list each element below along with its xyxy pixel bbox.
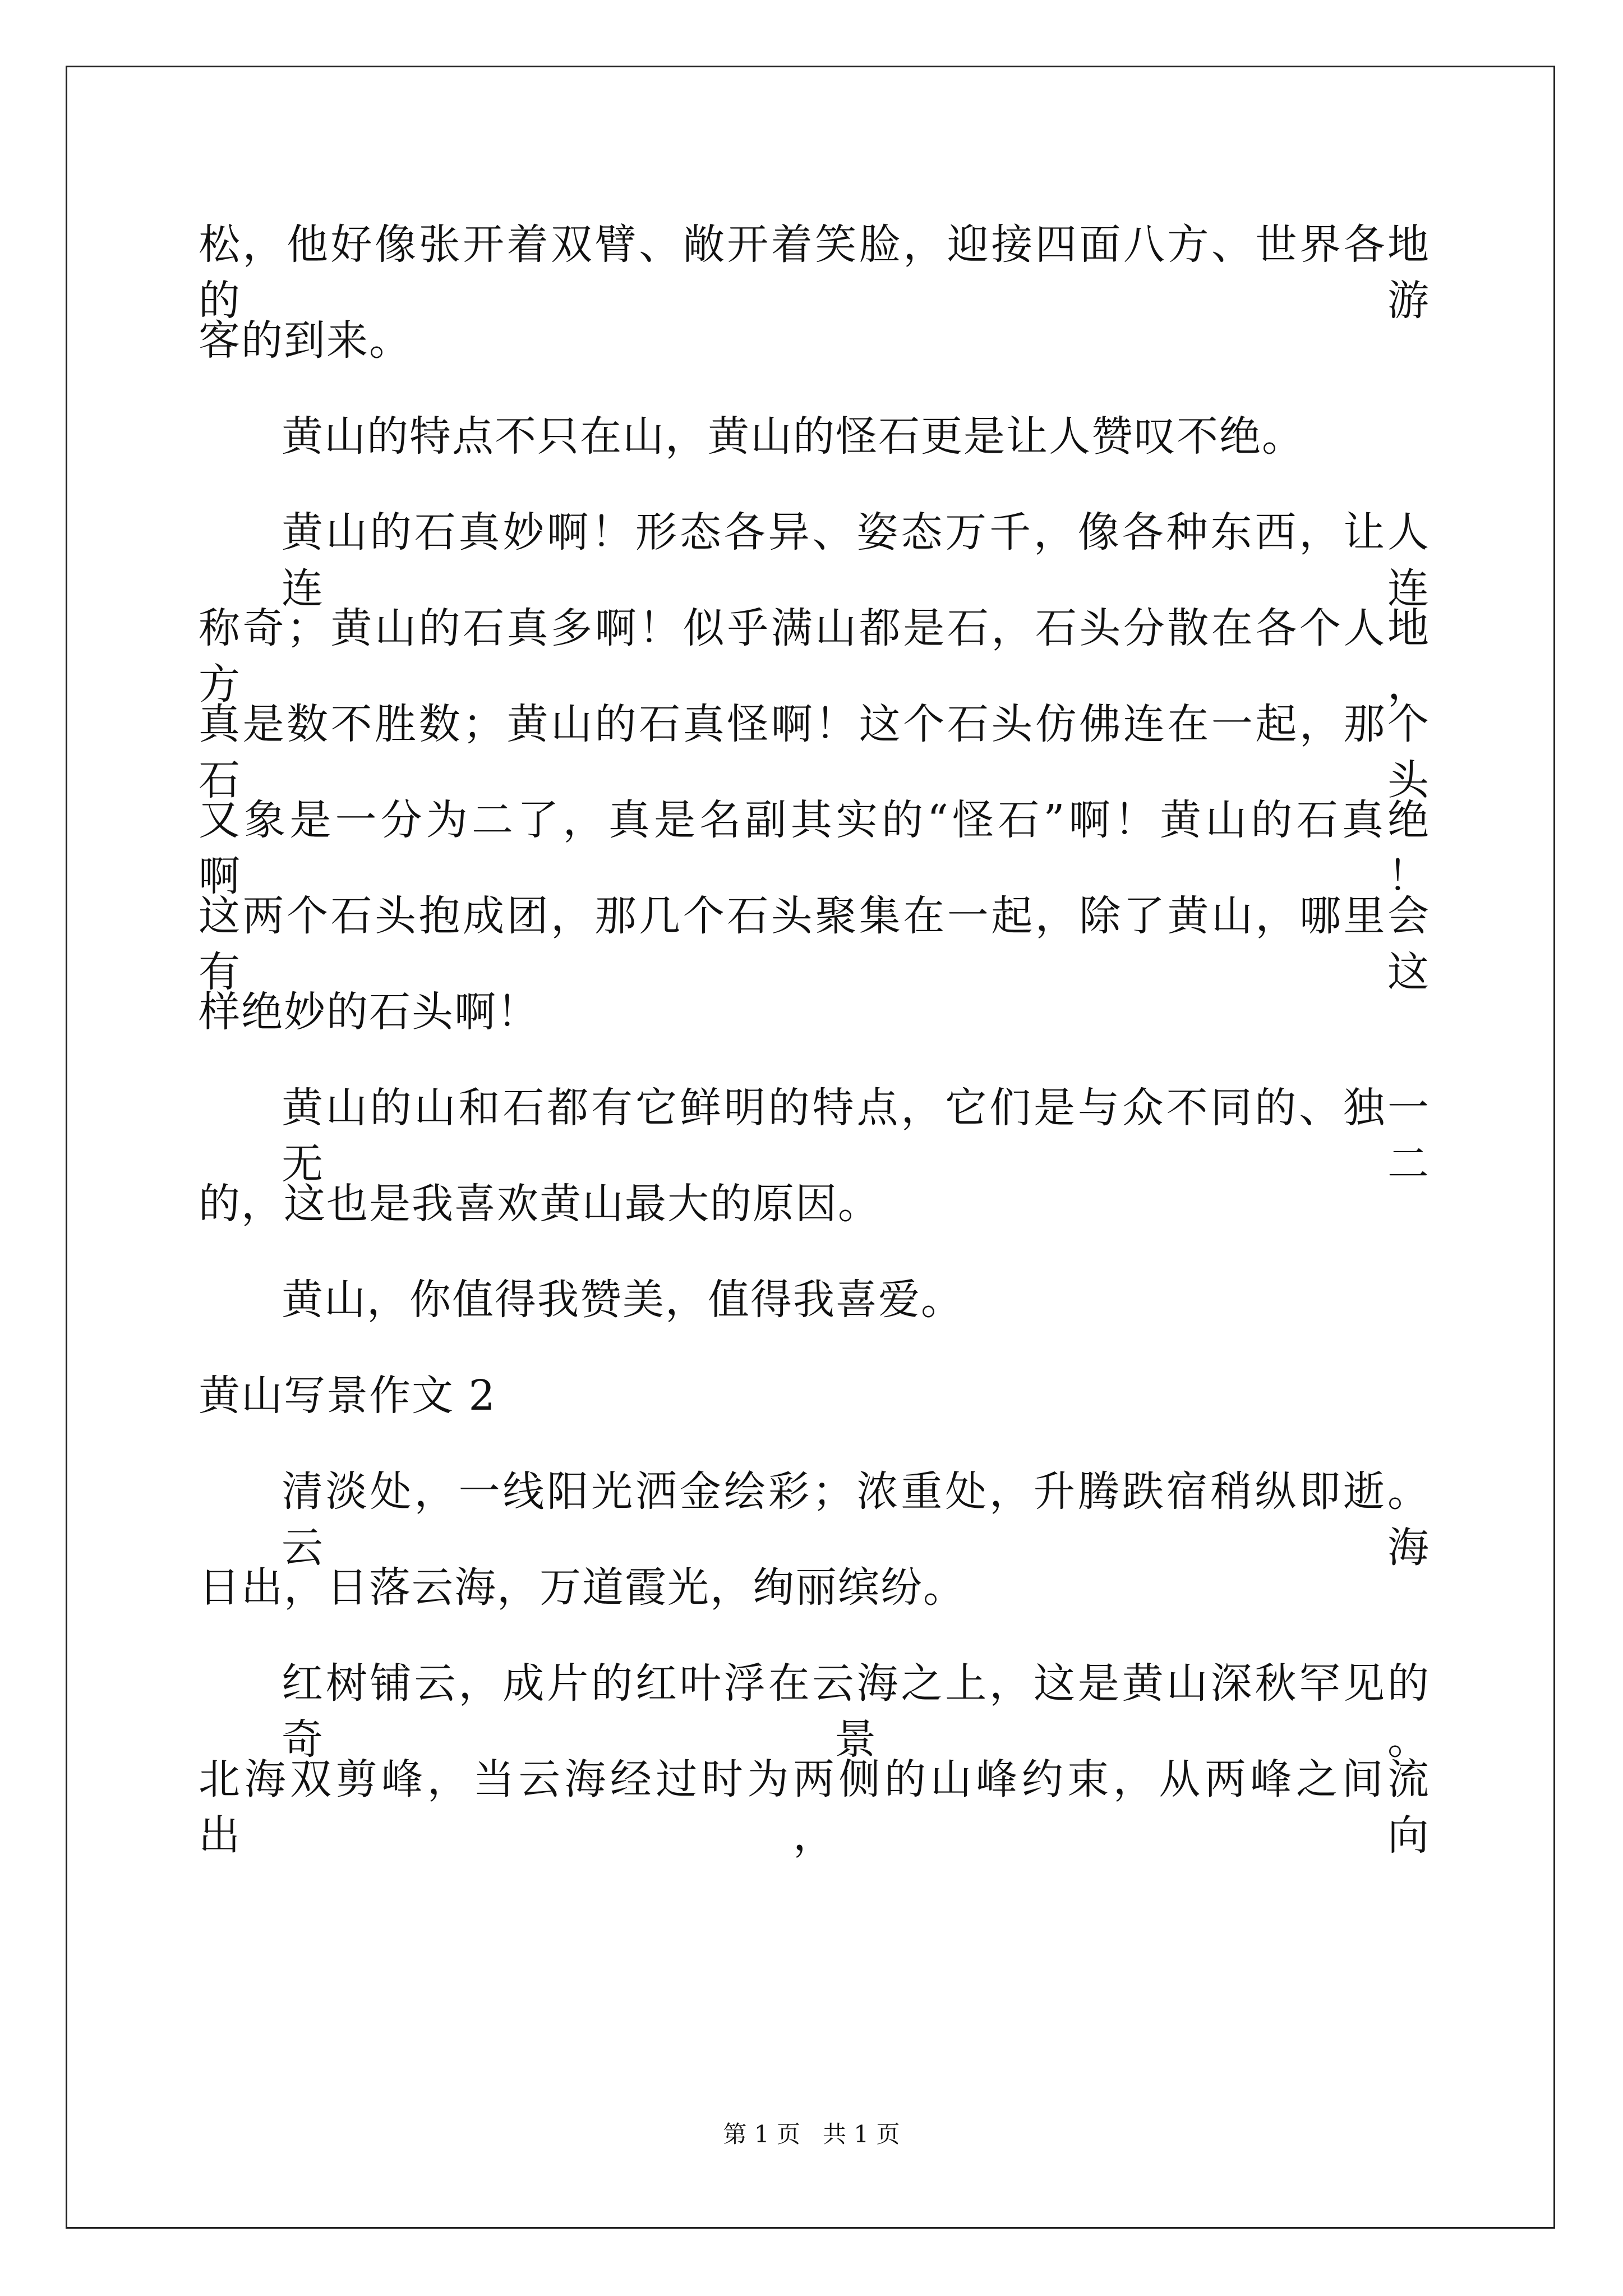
page-footer: 第 1 页 共 1 页	[723, 2120, 900, 2148]
text-line: 客的到来。	[199, 316, 412, 365]
text-line: 黄山的山和石都有它鲜明的特点，它们是与众不同的、独一无二	[282, 1084, 1430, 1188]
text-line: 这两个石头抱成团，那几个石头聚集在一起，除了黄山，哪里会有这	[199, 892, 1430, 996]
text-line: 北海双剪峰，当云海经过时为两侧的山峰约束，从两峰之间流出，向	[199, 1755, 1430, 1860]
text-line: 黄山，你值得我赞美，值得我喜爱。	[282, 1276, 963, 1324]
text-line: 黄山的特点不只在山，黄山的怪石更是让人赞叹不绝。	[282, 412, 1304, 461]
text-line: 清淡处，一线阳光洒金绘彩；浓重处，升腾跌宿稍纵即逝。云海	[282, 1467, 1430, 1572]
section-heading: 黄山写景作文 2	[199, 1372, 496, 1420]
text-line: 日出，日落云海，万道霞光，绚丽缤纷。	[199, 1563, 966, 1612]
text-line: 红树铺云，成片的红叶浮在云海之上，这是黄山深秋罕见的奇景。	[282, 1659, 1430, 1764]
text-line: 真是数不胜数；黄山的石真怪啊！这个石头仿佛连在一起，那个石头	[199, 700, 1430, 804]
text-line: 称奇；黄山的石真多啊！似乎满山都是石，石头分散在各个人地方，	[199, 604, 1430, 708]
text-line: 样绝妙的石头啊！	[199, 988, 540, 1036]
text-line: 黄山的石真妙啊！形态各异、姿态万千，像各种东西，让人连连	[282, 508, 1430, 613]
text-line: 松，他好像张开着双臂、敞开着笑脸，迎接四面八方、世界各地的游	[199, 220, 1430, 325]
text-line: 又象是一分为二了，真是名副其实的“怪石”啊！黄山的石真绝啊！	[199, 796, 1430, 900]
text-line: 的，这也是我喜欢黄山最大的原因。	[199, 1180, 880, 1228]
